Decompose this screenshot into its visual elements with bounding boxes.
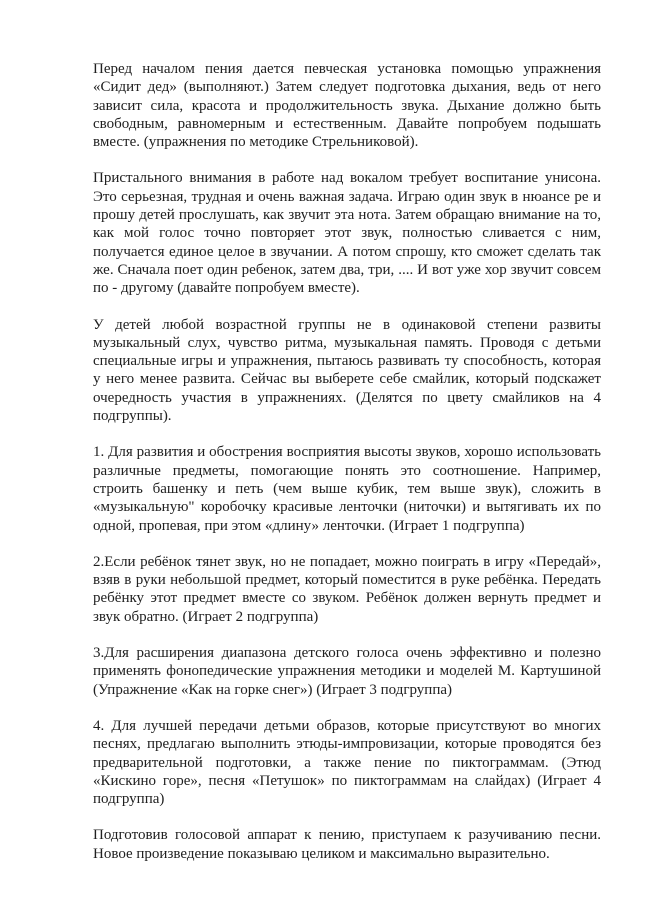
paragraph-item-3-voice-range: 3.Для расширения диапазона детского голоса очень эффективно и полезно применять фонопедические упражнения методики и моделей М. Картушиной (Упражнение «Как на горке снег») (Играет 3 подгруппа) <box>93 645 601 698</box>
paragraph-item-1-pitch-perception: 1. Для развития и обострения восприятия высоты звуков, хорошо использовать различные предметы, помогающие понять это соотношение. Например, строить башенку и петь (чем выше кубик, тем выше звук), сложить в «музыкальную" коробочку красивые ленточки (ниточки) и вытягивать их по одной, пропевая, при этом «длину» ленточки. (Играет 1 подгруппа) <box>93 444 601 534</box>
paragraph-song-learning: Подготовив голосовой аппарат к пению, приступаем к разучиванию песни. Новое произведение показываю целиком и максимально выразительно. <box>93 827 601 862</box>
paragraph-item-4-improvisation: 4. Для лучшей передачи детьми образов, которые присутствуют во многих песнях, предлагаю выполнить этюды-импровизации, которые проводятся без предварительной подготовки, а также пение по пиктограммам. (Этюд «Кискино горе», песня «Петушок» по пиктограммам на слайдах) (Играет 4 подгруппа) <box>93 717 601 808</box>
paragraph-item-2-pass-game: 2.Если ребёнок тянет звук, но не попадает, можно поиграть в игру «Передай», взяв в руки небольшой предмет, который поместится в руке ребёнка. Передать ребёнку этот предмет вместе со звуком. Ребёнок должен вернуть предмет и звук обратно. (Играет 2 подгруппа) <box>93 553 601 625</box>
paragraph-breathing-exercises: Перед началом пения дается певческая установка помощью упражнения «Сидит дед» (выполняют.) Затем следует подготовка дыхания, ведь от него зависит сила, красота и продолжительность звука. Дыхание должно быть свободным, равномерным и естественным. Давайте попробуем подышать вместе. (упражнения по методике Стрельниковой). <box>93 61 601 151</box>
document-body <box>93 60 601 863</box>
paragraph-musical-abilities: У детей любой возрастной группы не в одинаковой степени развиты музыкальный слух, чувство ритма, музыкальная память. Проводя с детьми специальные игры и упражнения, пытаюсь развивать ту способность, которая у него менее развита. Сейчас вы выберете себе смайлик, который подскажет очередность участия в упражнениях. (Делятся по цвету смайликов на 4 подгруппы). <box>93 316 601 425</box>
paragraph-unison-training: Пристального внимания в работе над вокалом требует воспитание унисона. Это серьезная, трудная и очень важная задача. Играю один звук в нюансе ре и прошу детей прослушать, как звучит эта нота. Затем обращаю внимание на то, как мой голос точно повторяет этот звук, полностью сливается с ним, получается единое целое в звучании. А потом спрошу, кто сможет сделать так же. Сначала поет один ребенок, затем два, три, .... И вот уже хор звучит совсем по - другому (давайте попробуем вместе). <box>93 170 601 297</box>
